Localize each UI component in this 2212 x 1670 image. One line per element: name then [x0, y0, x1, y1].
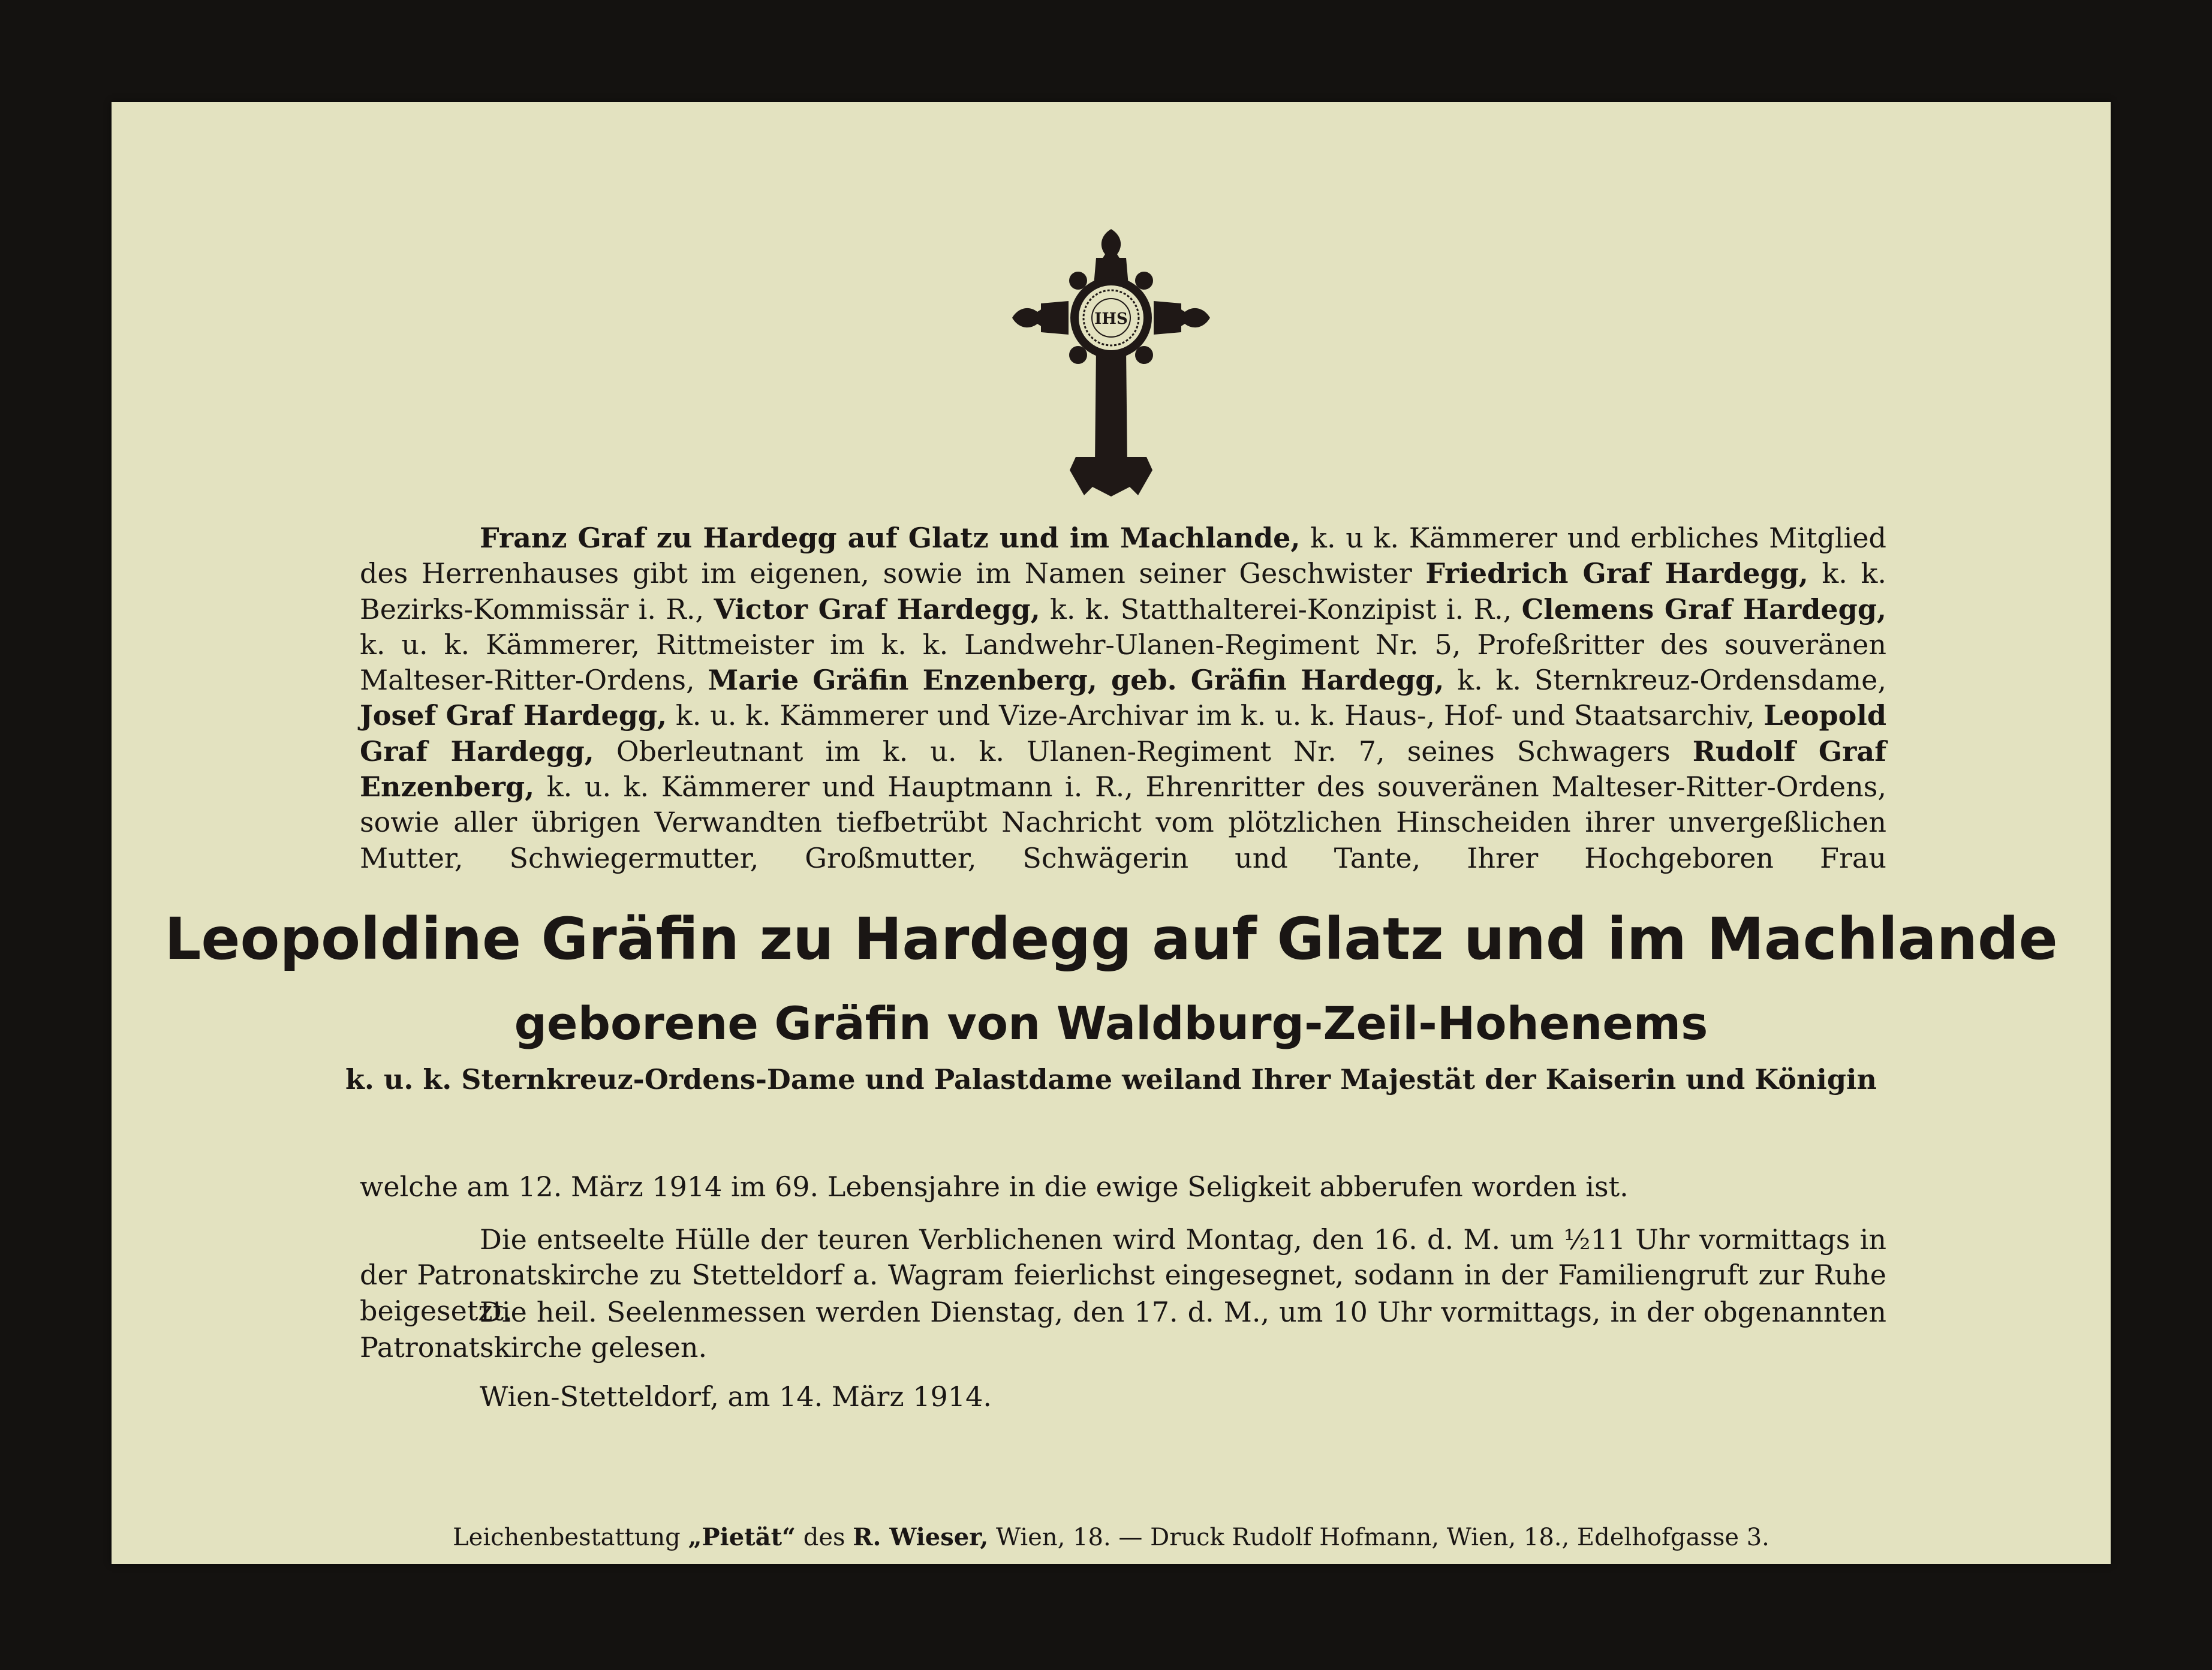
- svg-text:IHS: IHS: [1094, 310, 1128, 328]
- deceased-titles: k. u. k. Sternkreuz-Ordens-Dame und Palastdame weiland Ihrer Majestät der Kaiserin und Königin: [345, 1063, 1877, 1096]
- death-date-line: welche am 12. März 1914 im 69. Lebensjahre in die ewige Seligkeit abberufen worden ist.: [360, 1170, 1629, 1203]
- cross-icon: [1011, 228, 1211, 499]
- printer-imprint: Leichenbestattung „Pietät“ des R. Wieser, Wien, 18. — Druck Rudolf Hofmann, Wien, 18., Edelhofgasse 3.: [453, 1523, 1769, 1551]
- announcement-paragraph: Franz Graf zu Hardegg auf Glatz und im Machlande, k. u k. Kämmerer und erbliches Mitglied des Herrenhauses gibt im eigenen, sowie im Namen seiner Geschwister Friedrich Graf Hardegg, k. k. Bezirks-Kommissär i. R., Victor Graf Hardegg, k. k. Statthalterei-Konzipist i. R., Clemens Graf Hardegg, k. u. k. Kämmerer, Rittmeister im k. k. Landwehr-Ulanen-Regiment Nr. 5, Profeßritter des souveränen Malteser-Ritter-Ordens, Marie Gräfin Enzenberg, geb. Gräfin Hardegg, k. k. Sternkreuz-Ordensdame, Josef Graf Hardegg, k. u. k. Kämmerer und Vize-Archivar im k. u. k. Haus-, Hof- und Staatsarchiv, Leopold Graf Hardegg, Oberleutnant im k. u. k. Ulanen-Regiment Nr. 7, seines Schwagers Rudolf Graf Enzenberg, k. u. k. Kämmerer und Hauptmann i. R., Ehrenritter des souveränen Malteser-Ritter-Ordens, sowie aller übrigen Verwandten tiefbetrübt Nachricht vom plötzlichen Hinscheiden ihrer unvergeßlichen Mutter, Schwiegermutter, Großmutter, Schwägerin und Tante, Ihrer Hochgeboren Frau: [360, 522, 1887, 874]
- death-notice-card: [112, 102, 2111, 1564]
- brother-in-law-name: Rudolf Graf Enzenberg,: [360, 735, 1887, 804]
- birth-name: geborene Gräfin von Waldburg-Zeil-Hohenems: [514, 997, 1708, 1050]
- masses-paragraph: Die heil. Seelenmessen werden Dienstag, den 17. d. M., um 10 Uhr vormittags, in der obgenannten Patronatskirche gelesen.: [360, 1296, 1886, 1364]
- sender-name: Franz Graf zu Hardegg auf Glatz und im Machlande,: [480, 522, 1301, 554]
- sibling-name: Leopold Graf Hardegg,: [360, 699, 1886, 768]
- sibling-name: Clemens Graf Hardegg,: [1521, 592, 1886, 625]
- place-date: Wien-Stetteldorf, am 14. März 1914.: [480, 1380, 992, 1413]
- sibling-name: Victor Graf Hardegg,: [714, 592, 1040, 625]
- sibling-name: Marie Gräfin Enzenberg, geb. Gräfin Hardegg,: [708, 664, 1444, 697]
- sibling-name: Friedrich Graf Hardegg,: [1425, 557, 1808, 590]
- deceased-name: Leopoldine Gräfin zu Hardegg auf Glatz und im Machlande: [164, 905, 2058, 973]
- sibling-name: Josef Graf Hardegg,: [360, 699, 667, 732]
- funeral-paragraph: Die entseelte Hülle der teuren Verblichenen wird Montag, den 16. d. M. um ½11 Uhr vormittags in der Patronatskirche zu Stetteldorf a. Wagram feierlichst eingesegnet, sodann in der Familiengruft zur Ruhe beigesetzt.: [360, 1223, 1886, 1327]
